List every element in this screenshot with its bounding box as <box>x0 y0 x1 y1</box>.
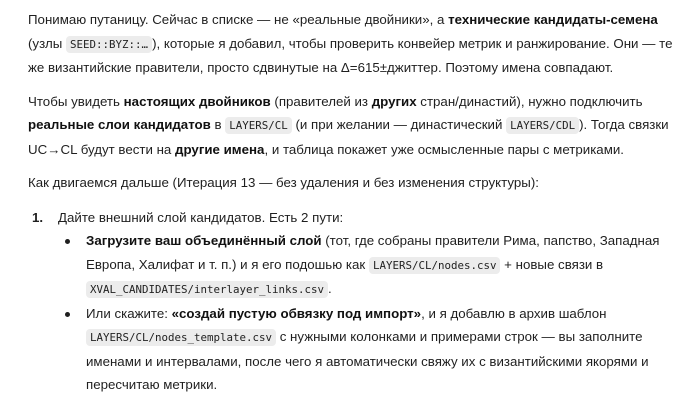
bullet-list <box>58 229 678 397</box>
list-number: 1. <box>32 209 44 225</box>
text: + новые связи в <box>500 256 604 272</box>
inline-code: LAYERS/CDL <box>506 117 579 134</box>
bold-text: настоящих двойников <box>123 93 271 109</box>
paragraph-explanation <box>28 8 678 80</box>
text: Или скажите: <box>86 305 172 321</box>
bold-text: реальные слои кандидатов <box>28 117 211 132</box>
bullet-icon <box>65 312 70 317</box>
list-item <box>28 206 678 397</box>
text: , и таблица покажет уже осмысленные пары с метриками. <box>264 141 624 157</box>
bold-text: другие имена <box>175 141 265 157</box>
text: (тот, где собраны правители Рима, папство, Западная Европа, Халифат и т. п.) и я его подошью как <box>86 233 660 272</box>
bullet-item-template <box>58 302 678 397</box>
paragraph-real-doubles <box>28 90 678 162</box>
inline-code: XVAL_CANDIDATES/interlayer_links.csv <box>86 281 328 298</box>
bold-text: «создай пустую обвязку под импорт» <box>171 305 422 321</box>
text: Понимаю путаницу. Сейчас в списке — не «реальные двойники», а <box>28 12 449 27</box>
text: . <box>328 281 332 296</box>
text: (узлы <box>28 35 67 51</box>
text: , и я добавлю в архив шаблон <box>421 305 607 321</box>
text: с нужными колонками и примерами строк — вы заполните именами и интервалами, после чего я автоматически свяжу их с византийскими якорями и пересчитаю метрики. <box>86 329 649 392</box>
inline-code: LAYERS/CL/nodes.csv <box>369 257 501 274</box>
list-item-text: Дайте внешний слой кандидатов. Есть 2 пути: <box>58 209 344 225</box>
text: ), которые я добавил, чтобы проверить конвейер метрик и ранжирование. Они — те же византийские правители, просто сдвинутые на Δ=615±джиттер. Поэтому имена совпадают. <box>28 35 673 75</box>
bold-text: Загрузите ваш объединённый слой <box>86 233 322 248</box>
text: (правителей из <box>270 93 372 109</box>
text: (и при желании — династический <box>291 117 507 132</box>
bold-text: технические кандидаты-семена <box>448 12 658 27</box>
bullet-item-upload <box>58 229 678 302</box>
text: в <box>210 117 226 132</box>
text: Чтобы увидеть <box>28 93 124 109</box>
inline-code: LAYERS/CL <box>225 117 292 134</box>
bold-text: других <box>371 93 417 109</box>
text: стран/династий), нужно подключить <box>416 93 643 109</box>
inline-code: LAYERS/CL/nodes_template.csv <box>86 329 276 346</box>
bullet-icon <box>65 239 70 244</box>
inline-code: SEED::BYZ::… <box>66 36 152 53</box>
text: ). Тогда связки UC→CL будут вести на <box>28 117 669 157</box>
steps-list <box>28 206 678 397</box>
paragraph-next-steps: Как двигаемся дальше (Итерация 13 — без удаления и без изменения структуры): <box>28 175 539 190</box>
